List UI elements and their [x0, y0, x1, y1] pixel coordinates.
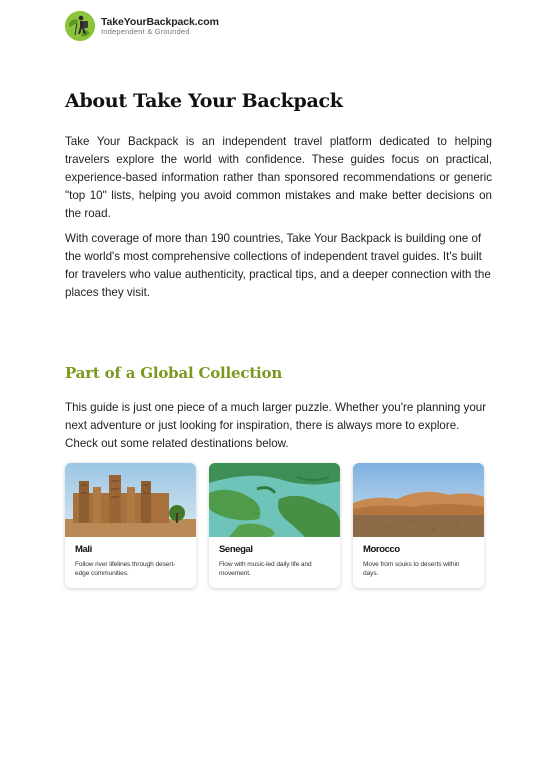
card-title: Morocco: [363, 544, 400, 555]
card-body: [353, 537, 484, 578]
destination-card-senegal[interactable]: [209, 463, 340, 588]
destination-cards: [65, 463, 484, 588]
brand-name[interactable]: TakeYourBackpack.com: [101, 15, 219, 28]
about-paragraph-1: Take Your Backpack is an independent travel platform dedicated to helping travelers explore the world with confidence. These guides focus on practical, experience-based information rather than sponsored recommendations or generic "top 10" lists, helping you avoid common mistakes and make better decisions on the road.: [65, 135, 492, 220]
card-title: Mali: [75, 544, 92, 555]
mali-mosque-image: [65, 463, 196, 537]
about-title: About Take Your Backpack: [65, 90, 343, 112]
card-body: [209, 537, 340, 578]
card-description: Flow with music-led daily life and movement.: [219, 561, 312, 577]
card-description: Move from souks to deserts within days.: [363, 561, 460, 577]
site-header: [65, 11, 219, 41]
destination-card-morocco[interactable]: [353, 463, 484, 588]
destination-card-mali[interactable]: [65, 463, 196, 588]
about-paragraph-2: With coverage of more than 190 countries, Take Your Backpack is building one of the world's most comprehensive collections of independent travel guides. It's built for travelers who value authenticity, practical tips, and a deeper connection with the places they visit.: [65, 232, 491, 299]
card-body: [65, 537, 196, 578]
card-description: Follow river lifelines through desert-edge communities.: [75, 561, 176, 577]
brand-tagline: Independent & Grounded: [101, 27, 190, 36]
senegal-delta-image: [209, 463, 340, 537]
globe-hiker-icon[interactable]: [65, 11, 95, 41]
brand: [101, 17, 219, 36]
card-title: Senegal: [219, 544, 253, 555]
morocco-desert-image: [353, 463, 484, 537]
collection-title: Part of a Global Collection: [65, 364, 283, 382]
collection-paragraph: This guide is just one piece of a much larger puzzle. Whether you're planning your next adventure or just looking for inspiration, there is always more to explore. Check out some related destinations below.: [65, 401, 487, 450]
